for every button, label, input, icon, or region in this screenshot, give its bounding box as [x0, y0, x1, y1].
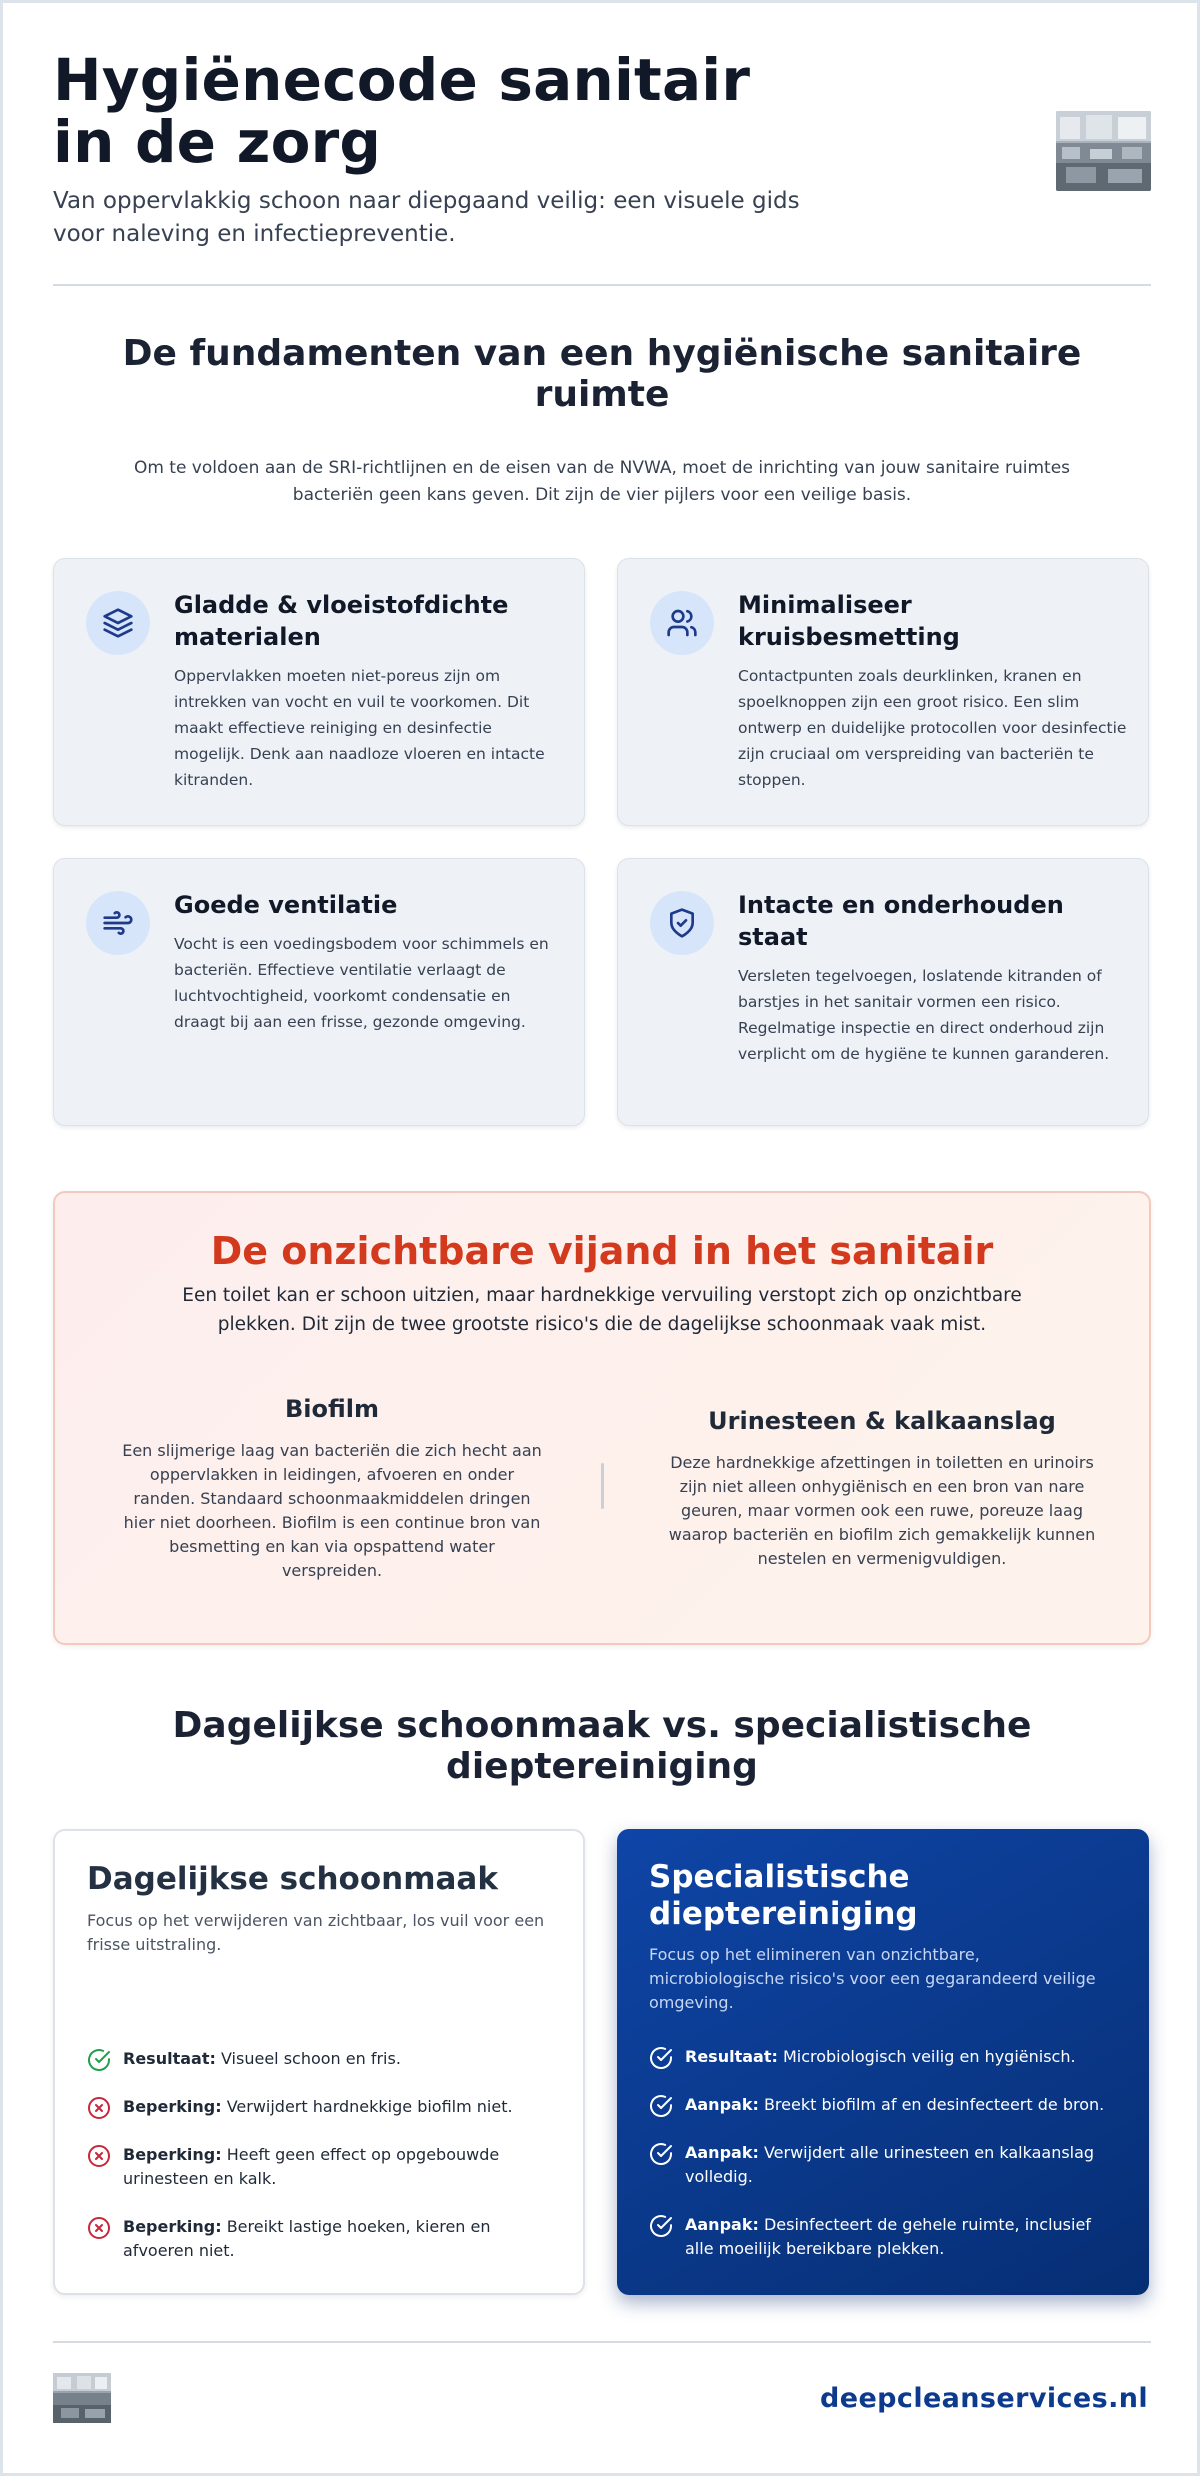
comparison-title: Dagelijkse schoonmaak vs. specialistische dieptereiniging — [172, 1705, 1032, 1787]
daily-list — [87, 2047, 557, 2287]
check-circle-icon — [649, 2142, 673, 2166]
list-item: Aanpak: Breekt biofilm af en desinfecteert de bron. — [649, 2093, 1119, 2117]
layers-icon — [86, 591, 150, 655]
enemy-urine-scale — [667, 1405, 1097, 1571]
website-link[interactable]: deepcleanservices.nl — [820, 2383, 1148, 2414]
x-circle-icon — [87, 2096, 111, 2120]
card-title: Intacte en onderhouden staat — [738, 891, 1064, 951]
card-cross-contamination — [617, 558, 1149, 826]
card-title: Gladde & vloeistofdichte materialen — [174, 591, 509, 651]
footer-image — [53, 2373, 111, 2423]
list-item: Aanpak: Verwijdert alle urinesteen en kalkaanslag volledig. — [649, 2141, 1119, 2189]
wind-icon — [86, 891, 150, 955]
list-item: Resultaat: Microbiologisch veilig en hygiënisch. — [649, 2045, 1119, 2069]
list-item: Beperking: Bereikt lastige hoeken, kieren en afvoeren niet. — [87, 2215, 557, 2263]
card-title: Minimaliseer kruisbesmetting — [738, 591, 960, 651]
card-text: Contactpunten zoals deurklinken, kranen en spoelknoppen zijn een groot risico. Een slim ontwerp en duidelijke protocollen voor desinfectie zijn cruciaal om verspreiding van bacteriën te stoppen. — [738, 667, 1127, 789]
divider — [53, 284, 1151, 286]
enemy-item-text: Een slijmerige laag van bacteriën die zich hecht aan oppervlakken in leidingen, afvoeren en onder randen. Standaard schoonmaakmiddelen dringen hier niet doorheen. Biofilm is een continue bron van besmetting en kan via opspattend water verspreiden. — [122, 1441, 542, 1580]
daily-desc: Focus op het verwijderen van zichtbaar, los vuil voor een frisse uitstraling. — [87, 1911, 545, 1954]
enemy-item-text: Deze hardnekkige afzettingen in toiletten en urinoirs zijn niet alleen onhygiënisch en een bron van nare geuren, maar vormen ook een ruwe, poreuze laag waarop bacteriën en biofilm zich gemakkelijk kunnen nestelen en vermenigvuldigen. — [668, 1453, 1096, 1568]
page-title: Hygiënecode sanitair in de zorg — [53, 46, 751, 176]
card-ventilation — [53, 858, 585, 1126]
list-item: Resultaat: Visueel schoon en fris. — [87, 2047, 557, 2071]
enemy-item-title: Urinesteen & kalkaanslag — [708, 1407, 1056, 1435]
x-circle-icon — [87, 2144, 111, 2168]
enemy-biofilm — [117, 1393, 547, 1583]
card-materials — [53, 558, 585, 826]
hidden-enemy-panel — [53, 1191, 1151, 1645]
enemy-divider — [601, 1463, 604, 1509]
enemy-title: De onzichtbare vijand in het sanitair — [210, 1229, 994, 1273]
card-text: Versleten tegelvoegen, loslatende kitranden of barstjes in het sanitair vormen een risico. Regelmatige inspectie en direct onderhoud zijn verplicht om de hygiëne te kunnen garanderen. — [738, 967, 1110, 1063]
list-item: Beperking: Verwijdert hardnekkige biofilm niet. — [87, 2095, 557, 2119]
header — [53, 3, 1151, 288]
check-circle-icon — [649, 2094, 673, 2118]
check-circle-icon — [87, 2048, 111, 2072]
special-list — [649, 2045, 1119, 2285]
daily-title: Dagelijkse schoonmaak — [87, 1861, 498, 1897]
fundamentals-title: De fundamenten van een hygiënische sanitaire ruimte — [122, 333, 1082, 415]
list-item: Beperking: Heeft geen effect op opgebouwde urinesteen en kalk. — [87, 2143, 557, 2191]
shield-check-icon — [650, 891, 714, 955]
header-image — [1056, 111, 1151, 191]
special-desc: Focus op het elimineren van onzichtbare, microbiologische risico's voor een gegarandeerd veilige omgeving. — [649, 1945, 1096, 2012]
deep-cleaning-card — [617, 1829, 1149, 2295]
enemy-item-title: Biofilm — [284, 1395, 380, 1423]
enemy-lead: Een toilet kan er schoon uitzien, maar hardnekkige vervuiling verstopt zich op onzichtbare plekken. Dit zijn de twee grootste risico's die de dagelijkse schoonmaak vaak mist. — [182, 1285, 1022, 1335]
daily-cleaning-card — [53, 1829, 585, 2295]
special-title: Specialistische dieptereiniging — [649, 1859, 918, 1932]
card-title: Goede ventilatie — [174, 891, 398, 919]
card-text: Oppervlakken moeten niet-poreus zijn om intrekken van vocht en vuil te voorkomen. Dit maakt effectieve reiniging en desinfectie mogelijk. Denk aan naadloze vloeren en intacte kitranden. — [174, 667, 545, 789]
users-icon — [650, 591, 714, 655]
card-text: Vocht is een voedingsbodem voor schimmels en bacteriën. Effectieve ventilatie verlaagt de luchtvochtigheid, voorkomt condensatie en draagt bij aan een frisse, gezonde omgeving. — [174, 935, 549, 1031]
check-circle-icon — [649, 2214, 673, 2238]
check-circle-icon — [649, 2046, 673, 2070]
card-maintenance — [617, 858, 1149, 1126]
x-circle-icon — [87, 2216, 111, 2240]
list-item: Aanpak: Desinfecteert de gehele ruimte, inclusief alle moeilijk bereikbare plekken. — [649, 2213, 1119, 2261]
fundamentals-lead: Om te voldoen aan de SRI-richtlijnen en de eisen van de NVWA, moet de inrichting van jouw sanitaire ruimtes bacteriën geen kans geven. Dit zijn de vier pijlers voor een veilige basis. — [133, 458, 1071, 505]
page — [3, 3, 1197, 2473]
page-subtitle: Van oppervlakkig schoon naar diepgaand veilig: een visuele gids voor naleving en infectiepreventie. — [53, 188, 800, 247]
footer-divider — [53, 2341, 1151, 2343]
